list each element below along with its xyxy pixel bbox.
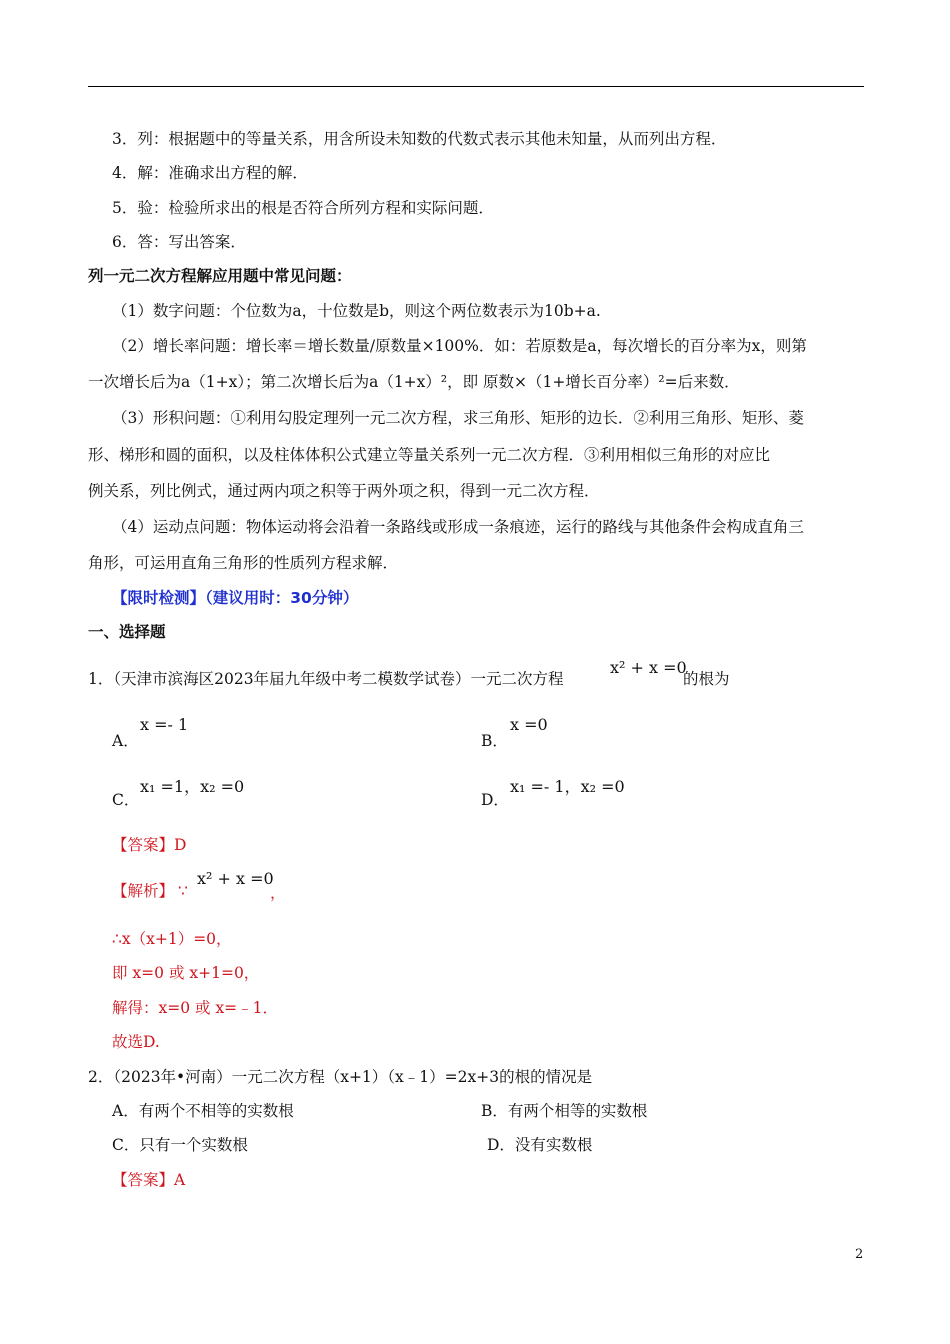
problem-3-line-3: 例关系，列比例式，通过两内项之积等于两外项之积，得到一元二次方程． [88,482,600,500]
q1-step-3: 解得：x=0 或 x=﹣1． [112,999,279,1017]
page-number: 2 [855,1247,864,1262]
problem-4-line-1: （4）运动点问题：物体运动将会沿着一条路线或形成一条痕迹，运行的路线与其他条件会构成直角三 [112,518,804,536]
q1-option-c: x₁ =1，x₂ =0 [140,777,245,796]
q1-stem-tail: 的根为 [683,670,730,688]
q1-step-4: 故选D. [112,1033,160,1051]
header-rule [88,86,864,87]
q1-option-b: x =0 [510,715,548,734]
step-6: 6．答：写出答案． [112,233,246,251]
step-3: 3．列：根据题中的等量关系，用含所设未知数的代数式表示其他未知量，从而列出方程． [112,130,727,148]
q1-step-2: 即 x=0 或 x+1=0， [112,964,260,982]
q1-step-1: ∴x（x+1）=0， [112,930,232,948]
problem-3-line-2: 形、梯形和圆的面积，以及柱体体积公式建立等量关系列一元二次方程．③利用相似三角形的对应比 [88,446,771,464]
problem-4-line-2: 角形，可运用直角三角形的性质列方程求解． [88,554,399,572]
q2-answer-value: A [174,1171,186,1189]
common-problems-heading: 列一元二次方程解应用题中常见问题： [88,267,352,285]
q1-answer-value: D [174,836,187,854]
q1-option-a-label: A． [112,732,139,750]
q1-analysis-label: 【解析】 [112,882,175,900]
q1-answer [112,835,186,855]
problem-2-line-2: 一次增长后为a（1+x）；第二次增长后为a（1+x）²，即 原数×（1+增长百分率）²=后来数． [88,373,740,391]
q1-analysis-equation: x² + x =0 [197,869,274,888]
q1-option-c-label: C． [112,791,140,809]
q2-stem: 2．（2023年•河南）一元二次方程（x+1）（x﹣1）=2x+3的根的情况是 [88,1068,593,1086]
step-5: 5．验：检验所求出的根是否符合所列方程和实际问题． [112,199,494,217]
q2-answer [112,1170,185,1190]
q1-analysis-comma: ， [270,884,286,902]
q2-option-b: B．有两个相等的实数根 [481,1102,648,1120]
section-title: 【限时检测】（建议用时：30分钟） [112,589,359,607]
q2-answer-label: 【答案】 [112,1171,175,1189]
q1-equation: x² + x =0 [610,658,687,677]
problem-1: （1）数字问题：个位数为a，十位数是b，则这个两位数表示为10b+a. [112,302,601,320]
q1-answer-label: 【答案】 [112,836,175,854]
q1-option-d: x₁ =- 1，x₂ =0 [510,777,625,796]
problem-2-line-1: （2）增长率问题：增长率＝增长数量/原数量×100%．如：若原数是a，每次增长的百分率为x，则第 [112,337,807,355]
q1-option-b-label: B． [481,732,508,750]
problem-3-line-1: （3）形积问题：①利用勾股定理列一元二次方程，求三角形、矩形的边长．②利用三角形、矩形、菱 [112,409,804,427]
q2-option-d: D．没有实数根 [487,1136,593,1154]
step-4: 4．解：准确求出方程的解． [112,164,308,182]
q1-option-d-label: D． [481,791,509,809]
q1-stem: 1．（天津市滨海区2023年届九年级中考二模数学试卷）一元二次方程 [88,670,564,688]
q1-analysis-because: ∵ [178,882,188,900]
part-title: 一、选择题 [88,623,166,641]
q1-option-a: x =- 1 [140,715,189,734]
q2-option-a: A．有两个不相等的实数根 [112,1102,294,1120]
q2-option-c: C．只有一个实数根 [112,1136,248,1154]
